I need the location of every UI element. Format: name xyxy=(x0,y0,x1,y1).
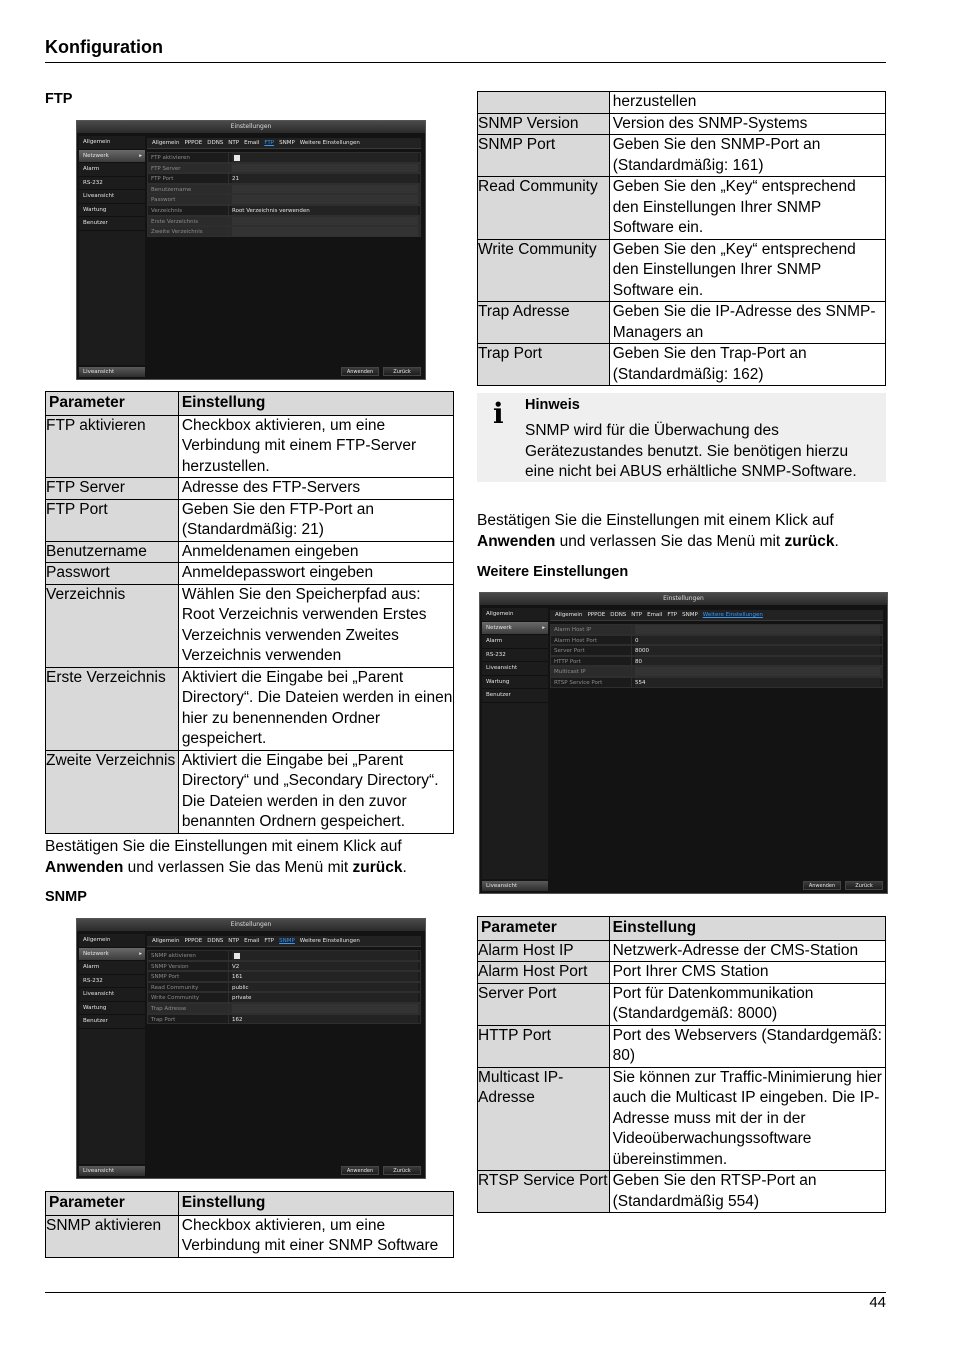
param-cell-read-community: Read Community xyxy=(478,177,610,240)
setting-label: FTP Server xyxy=(151,164,229,173)
tab-ntp[interactable]: NTP xyxy=(631,612,643,618)
setting-value-snmp-aktivieren[interactable] xyxy=(232,951,418,960)
param-cell-snmp-port: SNMP Port xyxy=(478,135,610,177)
sidebar-item-wartung[interactable]: Wartung xyxy=(79,204,145,218)
sidebar-item-allgemein[interactable]: Allgemein xyxy=(79,934,145,948)
param-cell-ftp-aktivieren: FTP aktivieren xyxy=(46,415,179,478)
tab-weitere-einstellungen[interactable]: Weitere Einstellungen xyxy=(299,140,360,146)
sidebar-item-rs-232[interactable]: RS-232 xyxy=(79,177,145,191)
table-row xyxy=(478,1025,886,1067)
setting-cell: Anmeldenamen eingeben xyxy=(178,541,453,563)
back-button[interactable]: Zurück xyxy=(383,1166,421,1175)
setting-cell: Geben Sie den „Key“ entsprechend den Einstellungen Ihrer SNMP Software ein. xyxy=(609,239,885,302)
setting-value-alarm-host-ip[interactable] xyxy=(635,625,880,634)
tab-allgemein[interactable]: Allgemein xyxy=(555,612,583,618)
setting-cell: herzustellen xyxy=(609,92,885,114)
hint-title: Hinweis xyxy=(525,397,580,413)
tab-email[interactable]: Email xyxy=(647,612,663,618)
sidebar-item-benutzer[interactable]: Benutzer xyxy=(79,1015,145,1029)
table-row xyxy=(478,239,886,302)
setting-row-verzeichnis xyxy=(147,205,421,216)
setting-cell: Netzwerk-Adresse der CMS-Station xyxy=(609,940,885,962)
sidebar-item-netzwerk[interactable]: Netzwerk ▸ xyxy=(79,948,145,962)
settings-sidebar xyxy=(482,608,548,879)
header-parameter: Parameter xyxy=(46,392,179,416)
tab-email[interactable]: Email xyxy=(244,938,260,944)
tab-snmp[interactable]: SNMP xyxy=(279,938,295,944)
confirm-text-c: . xyxy=(402,858,407,876)
param-cell-snmp-aktivieren: SNMP aktivieren xyxy=(46,1215,179,1257)
param-cell-zweite-verzeichnis: Zweite Verzeichnis xyxy=(46,750,179,833)
setting-row-benutzername xyxy=(147,184,421,195)
sidebar-item-rs-232[interactable]: RS-232 xyxy=(79,975,145,989)
checkbox[interactable] xyxy=(234,953,240,959)
header-setting: Einstellung xyxy=(178,1192,453,1216)
apply-button[interactable]: Anwenden xyxy=(341,1166,379,1175)
footer-rule xyxy=(45,1292,886,1293)
snmp-screenshot xyxy=(76,918,426,1179)
sidebar-item-rs-232[interactable]: RS-232 xyxy=(482,649,548,663)
confirm-text-b: und verlassen Sie das Menü mit xyxy=(555,532,785,550)
table-row xyxy=(478,92,886,114)
setting-label: Alarm Host IP xyxy=(554,625,632,634)
tab-ftp[interactable]: FTP xyxy=(264,140,275,146)
setting-row-snmp-version xyxy=(147,961,421,972)
table-header-row xyxy=(478,917,886,941)
tab-pppoe[interactable]: PPPOE xyxy=(184,140,203,146)
tab-weitere-einstellungen[interactable]: Weitere Einstellungen xyxy=(702,612,763,618)
title-rule xyxy=(45,62,886,63)
tab-snmp[interactable]: SNMP xyxy=(279,140,295,146)
param-cell-snmp-version: SNMP Version xyxy=(478,113,610,135)
tab-ftp[interactable]: FTP xyxy=(264,938,275,944)
tab-ddns[interactable]: DDNS xyxy=(610,612,627,618)
setting-value-benutzername[interactable] xyxy=(232,185,418,194)
apply-button[interactable]: Anwenden xyxy=(341,367,379,376)
setting-label: Erste Verzeichnis xyxy=(151,217,229,226)
table-row xyxy=(46,478,454,500)
network-tabs xyxy=(550,610,883,621)
snmp-heading: SNMP xyxy=(45,889,87,905)
setting-label: FTP aktivieren xyxy=(151,153,229,162)
setting-cell: Port für Datenkommunikation (Standardgemäß: 8000) xyxy=(609,983,885,1025)
tab-snmp[interactable]: SNMP xyxy=(682,612,698,618)
param-cell-write-community: Write Community xyxy=(478,239,610,302)
param-cell-trap-adresse: Trap Adresse xyxy=(478,302,610,344)
table-row xyxy=(46,584,454,667)
table-row xyxy=(478,135,886,177)
setting-value-multicast-ip[interactable] xyxy=(635,667,880,676)
setting-label: Alarm Host Port xyxy=(554,636,632,645)
setting-row-trap-adresse xyxy=(147,1003,421,1014)
tab-pppoe[interactable]: PPPOE xyxy=(184,938,203,944)
param-cell-ftp-port: FTP Port xyxy=(46,499,179,541)
setting-row-server-port xyxy=(550,645,883,656)
sidebar-item-wartung[interactable]: Wartung xyxy=(79,1002,145,1016)
setting-label: HTTP Port xyxy=(554,657,632,666)
settings-sidebar xyxy=(79,934,145,1164)
setting-row-alarm-host-ip xyxy=(550,624,883,635)
ftp-heading: FTP xyxy=(45,91,73,107)
sidebar-item-allgemein[interactable]: Allgemein xyxy=(79,136,145,150)
table-row xyxy=(46,415,454,478)
setting-label: Trap Port xyxy=(151,1015,229,1024)
sidebar-item-allgemein[interactable]: Allgemein xyxy=(482,608,548,622)
ftp-screenshot xyxy=(76,120,426,380)
setting-label: Benutzername xyxy=(151,185,229,194)
param-cell-rtsp-service-port: RTSP Service Port xyxy=(478,1171,610,1213)
param-cell-benutzername: Benutzername xyxy=(46,541,179,563)
page-title: Konfiguration xyxy=(45,37,163,57)
setting-cell: Geben Sie den RTSP-Port an (Standardmäßig 554) xyxy=(609,1171,885,1213)
setting-value-read-community[interactable]: public xyxy=(232,983,418,992)
setting-row-ftp-server xyxy=(147,163,421,174)
setting-cell: Geben Sie den SNMP-Port an (Standardmäßig: 161) xyxy=(609,135,885,177)
info-icon: i xyxy=(493,397,504,430)
setting-row-ftp-aktivieren xyxy=(147,152,421,163)
setting-cell: Geben Sie die IP-Adresse des SNMP-Managers an xyxy=(609,302,885,344)
sidebar-item-netzwerk[interactable]: Netzwerk ▸ xyxy=(482,622,548,636)
more-settings-screenshot xyxy=(479,592,888,894)
tab-ntp[interactable]: NTP xyxy=(228,938,240,944)
hint-text: SNMP wird für die Überwachung des Gerätezustandes benutzt. Sie benötigen hierzu eine nicht bei ABUS erhältliche SNMP-Software. xyxy=(525,422,857,480)
setting-value-ftp-server[interactable] xyxy=(232,164,418,173)
setting-cell: Anmeldepasswort eingeben xyxy=(178,563,453,585)
table-row xyxy=(478,344,886,386)
setting-row-rtsp-service-port xyxy=(550,677,883,688)
tab-weitere-einstellungen[interactable]: Weitere Einstellungen xyxy=(299,938,360,944)
param-cell-http-port: HTTP Port xyxy=(478,1025,610,1067)
settings-panel xyxy=(550,624,883,879)
table-row xyxy=(46,750,454,833)
sidebar-item-alarm[interactable]: Alarm xyxy=(482,635,548,649)
param-cell-server-port: Server Port xyxy=(478,983,610,1025)
confirm-bold-apply: Anwenden xyxy=(477,532,556,550)
setting-row-http-port xyxy=(550,656,883,667)
setting-cell: Aktiviert die Eingabe bei „Parent Directory“ und „Secondary Directory“. Die Dateien werden in den zuvor benannten Ordnern gespeichert. xyxy=(178,750,453,833)
param-cell-ftp-server: FTP Server xyxy=(46,478,179,500)
confirm-text-a: Bestätigen Sie die Einstellungen mit einem Klick auf xyxy=(477,512,834,529)
setting-value-erste-verzeichnis[interactable] xyxy=(232,217,418,226)
settings-sidebar xyxy=(79,136,145,365)
page-number: 44 xyxy=(869,1294,886,1311)
sidebar-item-liveansicht[interactable]: Liveansicht xyxy=(482,662,548,676)
sidebar-item-liveansicht[interactable]: Liveansicht xyxy=(79,988,145,1002)
table-row xyxy=(46,541,454,563)
setting-value-trap-port[interactable]: 162 xyxy=(232,1015,418,1024)
setting-cell: Wählen Sie den Speicherpfad aus: Root Verzeichnis verwenden Erstes Verzeichnis verwenden Zweites Verzeichnis verwenden xyxy=(178,584,453,667)
param-cell-empty xyxy=(478,92,610,114)
setting-label: Trap Adresse xyxy=(151,1004,229,1013)
table-row xyxy=(46,499,454,541)
setting-cell: Adresse des FTP-Servers xyxy=(178,478,453,500)
setting-cell: Checkbox aktivieren, um eine Verbindung mit einem FTP-Server herzustellen. xyxy=(178,415,453,478)
header-setting: Einstellung xyxy=(178,392,453,416)
table-row xyxy=(478,962,886,984)
setting-row-snmp-port xyxy=(147,971,421,982)
setting-row-erste-verzeichnis xyxy=(147,216,421,227)
setting-label: SNMP Port xyxy=(151,972,229,981)
table-row xyxy=(46,667,454,750)
apply-button[interactable]: Anwenden xyxy=(803,881,841,890)
setting-value-http-port[interactable]: 80 xyxy=(635,657,880,666)
tab-ntp[interactable]: NTP xyxy=(228,140,240,146)
param-cell-multicast-ip-adresse: Multicast IP-Adresse xyxy=(478,1067,610,1171)
network-tabs xyxy=(147,138,421,149)
settings-panel xyxy=(147,152,421,365)
table-row xyxy=(478,983,886,1025)
table-row xyxy=(478,1171,886,1213)
setting-label: RTSP Service Port xyxy=(554,678,632,687)
setting-label: Zweite Verzeichnis xyxy=(151,227,229,236)
back-button[interactable]: Zurück xyxy=(845,881,883,890)
tab-email[interactable]: Email xyxy=(244,140,260,146)
dialog-title: Einstellungen xyxy=(480,593,887,605)
confirm-bold-back: zurück xyxy=(352,858,403,876)
setting-cell: Sie können zur Traffic-Minimierung hier auch die Multicast IP eingeben. Die IP-Adresse muss mit der in der Videoüberwachungssoftware übereinstimmen. xyxy=(609,1067,885,1171)
setting-value-passwort[interactable] xyxy=(232,195,418,204)
setting-row-alarm-host-port xyxy=(550,635,883,646)
back-button[interactable]: Zurück xyxy=(383,367,421,376)
dialog-title: Einstellungen xyxy=(77,919,425,931)
setting-value-ftp-aktivieren[interactable] xyxy=(232,153,418,162)
param-cell-verzeichnis: Verzeichnis xyxy=(46,584,179,667)
more-settings-parameter-table xyxy=(477,916,886,1213)
table-row xyxy=(478,1067,886,1171)
setting-value-zweite-verzeichnis[interactable] xyxy=(232,227,418,236)
setting-cell: Geben Sie den Trap-Port an (Standardmäßig: 162) xyxy=(609,344,885,386)
setting-value-verzeichnis[interactable]: Root Verzeichnis verwenden xyxy=(232,206,418,215)
param-cell-passwort: Passwort xyxy=(46,563,179,585)
table-row xyxy=(46,563,454,585)
confirm-bold-apply: Anwenden xyxy=(45,858,124,876)
setting-row-passwort xyxy=(147,194,421,205)
table-header-row xyxy=(46,392,454,416)
hint-box xyxy=(477,393,886,482)
setting-cell: Geben Sie den „Key“ entsprechend den Einstellungen Ihrer SNMP Software ein. xyxy=(609,177,885,240)
setting-value-write-community[interactable]: private xyxy=(232,993,418,1002)
tab-ftp[interactable]: FTP xyxy=(667,612,678,618)
setting-row-multicast-ip xyxy=(550,666,883,677)
setting-label: SNMP Version xyxy=(151,962,229,971)
tab-ddns[interactable]: DDNS xyxy=(207,140,224,146)
table-row xyxy=(46,1215,454,1257)
ftp-parameter-table xyxy=(45,391,454,834)
sidebar-item-liveansicht[interactable]: Liveansicht xyxy=(79,190,145,204)
setting-cell: Geben Sie den FTP-Port an (Standardmäßig: 21) xyxy=(178,499,453,541)
setting-label: Verzeichnis xyxy=(151,206,229,215)
sidebar-item-benutzer[interactable]: Benutzer xyxy=(79,217,145,231)
setting-cell: Aktiviert die Eingabe bei „Parent Directory“. Die Dateien werden in einen hier zu benennenden Ordner gespeichert. xyxy=(178,667,453,750)
sidebar-item-alarm[interactable]: Alarm xyxy=(79,961,145,975)
tab-pppoe[interactable]: PPPOE xyxy=(587,612,606,618)
checkbox[interactable] xyxy=(234,155,240,161)
setting-value-snmp-version[interactable]: V2 xyxy=(232,962,418,971)
dialog-title: Einstellungen xyxy=(77,121,425,133)
setting-row-read-community xyxy=(147,982,421,993)
setting-label: Read Community xyxy=(151,983,229,992)
setting-value-trap-adresse[interactable] xyxy=(232,1004,418,1013)
param-cell-erste-verzeichnis: Erste Verzeichnis xyxy=(46,667,179,750)
setting-value-ftp-port[interactable]: 21 xyxy=(232,174,418,183)
settings-panel xyxy=(147,950,421,1164)
setting-row-snmp-aktivieren xyxy=(147,950,421,961)
setting-label: Multicast IP xyxy=(554,667,632,676)
table-header-row xyxy=(46,1192,454,1216)
setting-row-write-community xyxy=(147,992,421,1003)
more-settings-heading: Weitere Einstellungen xyxy=(477,564,629,580)
header-setting: Einstellung xyxy=(609,917,885,941)
setting-label: Server Port xyxy=(554,646,632,655)
param-cell-trap-port: Trap Port xyxy=(478,344,610,386)
table-row xyxy=(478,177,886,240)
snmp-parameter-table xyxy=(45,1191,454,1258)
sidebar-item-netzwerk[interactable]: Netzwerk ▸ xyxy=(79,150,145,164)
snmp-parameter-table-continued xyxy=(477,91,886,386)
header-parameter: Parameter xyxy=(46,1192,179,1216)
setting-value-rtsp-service-port[interactable]: 554 xyxy=(635,678,880,687)
table-row xyxy=(478,940,886,962)
setting-row-trap-port xyxy=(147,1014,421,1025)
tab-allgemein[interactable]: Allgemein xyxy=(152,140,180,146)
setting-label: Passwort xyxy=(151,195,229,204)
sidebar-item-wartung[interactable]: Wartung xyxy=(482,676,548,690)
live-view-button[interactable]: Liveansicht xyxy=(79,1166,145,1176)
setting-label: SNMP aktivieren xyxy=(151,951,229,960)
param-cell-alarm-host-port: Alarm Host Port xyxy=(478,962,610,984)
setting-cell: Checkbox aktivieren, um eine Verbindung mit einer SNMP Software xyxy=(178,1215,453,1257)
setting-value-snmp-port[interactable]: 161 xyxy=(232,972,418,981)
snmp-confirm-paragraph xyxy=(477,511,886,552)
setting-label: Write Community xyxy=(151,993,229,1002)
param-cell-alarm-host-ip: Alarm Host IP xyxy=(478,940,610,962)
sidebar-item-alarm[interactable]: Alarm xyxy=(79,163,145,177)
confirm-text-a: Bestätigen Sie die Einstellungen mit einem Klick auf xyxy=(45,838,402,855)
live-view-button[interactable]: Liveansicht xyxy=(482,881,548,891)
tab-ddns[interactable]: DDNS xyxy=(207,938,224,944)
network-tabs xyxy=(147,936,421,947)
setting-row-ftp-port xyxy=(147,173,421,184)
setting-value-server-port[interactable]: 8000 xyxy=(635,646,880,655)
table-row xyxy=(478,302,886,344)
confirm-bold-back: zurück xyxy=(784,532,835,550)
confirm-text-b: und verlassen Sie das Menü mit xyxy=(123,858,353,876)
setting-cell: Version des SNMP-Systems xyxy=(609,113,885,135)
setting-value-alarm-host-port[interactable]: 0 xyxy=(635,636,880,645)
setting-cell: Port des Webservers (Standardgemäß: 80) xyxy=(609,1025,885,1067)
setting-cell: Port Ihrer CMS Station xyxy=(609,962,885,984)
header-parameter: Parameter xyxy=(478,917,610,941)
tab-allgemein[interactable]: Allgemein xyxy=(152,938,180,944)
ftp-confirm-paragraph xyxy=(45,837,454,878)
setting-label: FTP Port xyxy=(151,174,229,183)
setting-row-zweite-verzeichnis xyxy=(147,226,421,237)
confirm-text-c: . xyxy=(834,532,839,550)
sidebar-item-benutzer[interactable]: Benutzer xyxy=(482,689,548,703)
live-view-button[interactable]: Liveansicht xyxy=(79,367,145,377)
table-row xyxy=(478,113,886,135)
